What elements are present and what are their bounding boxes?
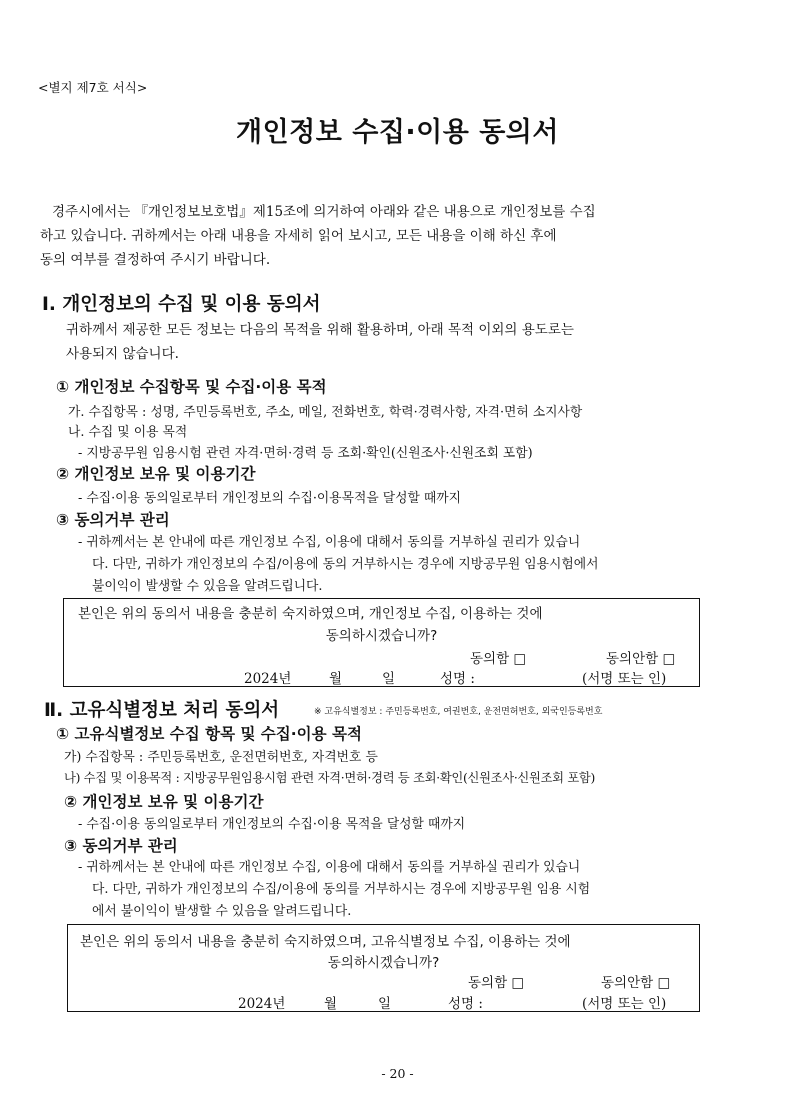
section-1-sub-1-heading: ① 개인정보 수집항목 및 수집·이용 목적	[56, 378, 327, 396]
form-label: <별지 제7호 서식>	[38, 80, 148, 95]
consent-question-cont: 동의하시겠습니까?	[327, 955, 440, 971]
consent-question: 본인은 위의 동의서 내용을 충분히 숙지하였으며, 고유식별정보 수집, 이용하는 것에	[80, 934, 571, 950]
intro-line-3: 동의 여부를 결정하여 주시기 바랍니다.	[40, 252, 271, 268]
section-1-sub-3-item-2: 다. 다만, 귀하가 개인정보의 수집/이용에 동의 거부하시는 경우에 지방공무원 임용시험에서	[92, 557, 599, 572]
intro-line-2: 하고 있습니다. 귀하께서는 아래 내용을 자세히 읽어 보시고, 모든 내용을 이해 하신 후에	[40, 228, 557, 244]
section-2-sub-2-item-1: - 수집·이용 동의일로부터 개인정보의 수집·이용 목적을 달성할 때까지	[78, 817, 466, 832]
section-2-note: ※ 고유식별정보 : 주민등록번호, 여권번호, 운전면허번호, 외국인등록번호	[314, 707, 603, 717]
consent-question-cont: 동의하시겠습니까?	[325, 628, 438, 644]
name-field-label: 성명 :	[448, 996, 483, 1012]
date-year: 2024년	[238, 996, 286, 1012]
date-year: 2024년	[244, 671, 292, 687]
name-field-label: 성명 :	[440, 671, 475, 687]
page-number: - 20 -	[381, 1066, 414, 1081]
section-1-sub-1-item-3: - 지방공무원 임용시험 관련 자격·면허·경력 등 조회·확인(신원조사·신원조회 포함)	[78, 446, 533, 461]
section-1-sub-1-item-2: 나. 수집 및 이용 목적	[68, 425, 188, 440]
document-title: 개인정보 수집·이용 동의서	[236, 117, 559, 148]
section-2-sub-3-item-1: - 귀하께서는 본 안내에 따른 개인정보 수집, 이용에 대해서 동의를 거부하실 권리가 있습니	[78, 860, 581, 875]
section-2-heading: Ⅱ. 고유식별정보 처리 동의서	[44, 700, 280, 721]
section-1-sub-3-item-3: 불이익이 발생할 수 있음을 알려드립니다.	[92, 579, 323, 594]
section-1-desc-1: 귀하께서 제공한 모든 정보는 다음의 목적을 위해 활용하며, 아래 목적 이외의 용도로는	[66, 322, 574, 338]
section-1-sub-3-item-1: - 귀하께서는 본 안내에 따른 개인정보 수집, 이용에 대해서 동의를 거부하실 권리가 있습니	[78, 535, 581, 550]
section-1-desc-2: 사용되지 않습니다.	[66, 346, 179, 362]
section-2-sub-2-heading: ② 개인정보 보유 및 이용기간	[64, 793, 264, 811]
section-1-sub-2-item-1: - 수집·이용 동의일로부터 개인정보의 수집·이용목적을 달성할 때까지	[78, 491, 461, 506]
section-2-sub-1-heading: ① 고유식별정보 수집 항목 및 수집·이용 목적	[56, 725, 362, 743]
section-1-heading: Ⅰ. 개인정보의 수집 및 이용 동의서	[42, 294, 321, 315]
section-1-sub-2-heading: ② 개인정보 보유 및 이용기간	[56, 465, 256, 483]
section-2-sub-1-item-1: 가) 수집항목 : 주민등록번호, 운전면허번호, 자격번호 등	[64, 750, 378, 765]
intro-line-1: 경주시에서는 『개인정보보호법』제15조에 의거하여 아래와 같은 내용으로 개인정보를 수집	[52, 204, 596, 220]
agree-checkbox[interactable]: 동의함 □	[468, 975, 525, 991]
date-day: 일	[378, 996, 392, 1012]
section-2-consent-box	[67, 924, 700, 1012]
signature-label: (서명 또는 인)	[582, 996, 667, 1012]
section-2-sub-3-heading: ③ 동의거부 관리	[64, 837, 178, 855]
section-1-sub-1-item-1: 가. 수집항목 : 성명, 주민등록번호, 주소, 메일, 전화번호, 학력·경력사항, 자격·면허 소지사항	[68, 405, 583, 420]
section-2-sub-3-item-2: 다. 다만, 귀하가 개인정보의 수집/이용에 동의를 거부하시는 경우에 지방공무원 임용 시험	[92, 882, 591, 897]
date-month: 월	[329, 671, 343, 687]
section-2-sub-3-item-3: 에서 불이익이 발생할 수 있음을 알려드립니다.	[92, 904, 352, 919]
disagree-checkbox[interactable]: 동의안함 □	[606, 651, 676, 667]
disagree-checkbox[interactable]: 동의안함 □	[601, 975, 671, 991]
section-2-sub-1-item-2: 나) 수집 및 이용목적 : 지방공무원임용시험 관련 자격·면허·경력 등 조회·확인(신원조사·신원조회 포함)	[64, 771, 596, 785]
section-1-sub-3-heading: ③ 동의거부 관리	[56, 511, 170, 529]
signature-label: (서명 또는 인)	[582, 671, 667, 687]
agree-checkbox[interactable]: 동의함 □	[470, 651, 527, 667]
date-month: 월	[324, 996, 338, 1012]
date-day: 일	[382, 671, 396, 687]
consent-question: 본인은 위의 동의서 내용을 충분히 숙지하였으며, 개인정보 수집, 이용하는 것에	[78, 606, 543, 622]
section-1-consent-box	[63, 598, 700, 687]
